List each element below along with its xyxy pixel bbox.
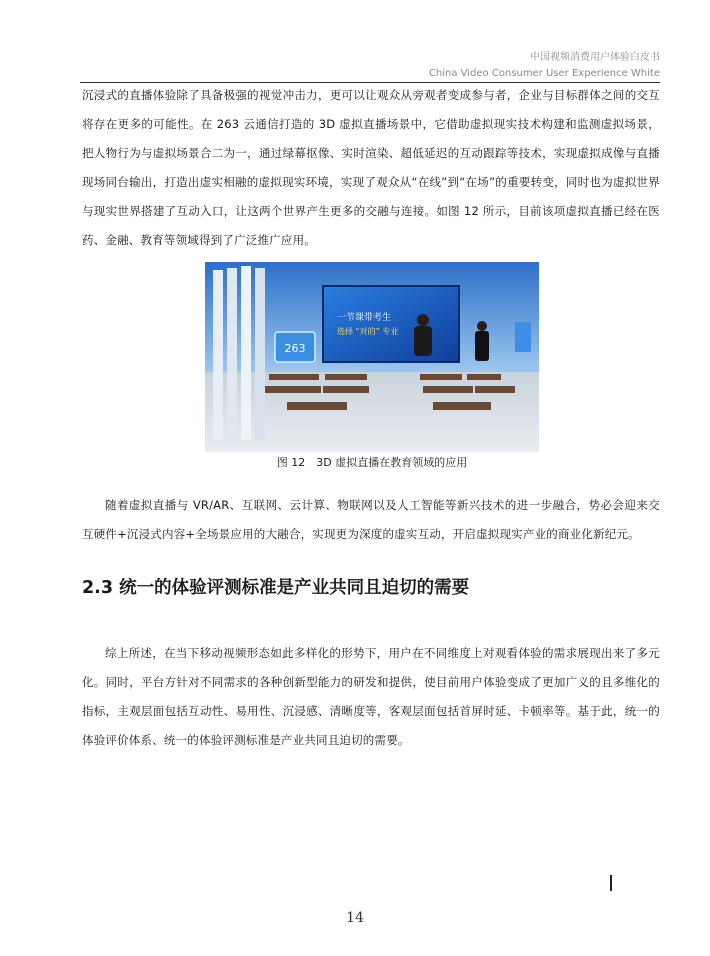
running-header [100, 50, 660, 82]
body-paragraph-3: 综上所述，在当下移动视频形态如此多样化的形势下，用户在不同维度上对观看体验的需求展现出来了多元化。同时，平台方针对不同需求的各种创新型能力的研发和提供，使目前用户体验变成了更加广义的且多维化的指标，主观层面包括互动性、易用性、沉浸感、清晰度等，客观层面包括首屏时延、卡顿率等。基于此，统一的体验评价体系、统一的体验评测标准是产业共同且迫切的需要。 [82, 646, 660, 747]
lecture-screen [323, 286, 459, 362]
page-number: 14 [346, 910, 364, 926]
section-heading: 2.3 统一的体验评测标准是产业共同且迫切的需要 [82, 578, 470, 598]
body-paragraph-1: 沉浸式的直播体验除了具备极强的视觉冲击力，更可以让观众从旁观者变成参与者，企业与目标群体之间的交互将存在更多的可能性。在 263 云通信打造的 3D 虚拟直播场景中，它借助虚拟现实技术构建和监测虚拟场景，把人物行为与虚拟场景合二为一，通过绿幕抠像、实时渲染、超低延迟的互动跟踪等技术，实现虚拟成像与直播现场同台输出，打造出虚实相融的虚拟现实环境，实现了观众从“在线”到“在场”的重要转变，同时也为虚拟世界与现实世界搭建了互动入口，让这两个世界产生更多的交融与连接。如图 12 所示，目前该项虚拟直播已经在医药、金融、教育等领域得到了广泛推广应用。 [82, 88, 660, 247]
body-paragraph-2: 随着虚拟直播与 VR/AR、互联网、云计算、物联网以及人工智能等新兴技术的进一步融合，势必会迎来交互硬件+沉浸式内容+全场景应用的大融合，实现更为深度的虚实互动，开启虚拟现实产业的商业化新纪元。 [82, 498, 660, 541]
right-side-panel [515, 322, 531, 352]
figure-caption: 图 12 3D 虚拟直播在教育领域的应用 [276, 456, 468, 469]
text-cursor-mark [610, 875, 612, 891]
screen-text-line2: 选择 “对的” 专业 [337, 327, 399, 336]
screen-text-line1: 一节课带考生 [337, 313, 392, 323]
side-logo-text: 263 [284, 342, 306, 355]
header-title-cn: 中国视频消费用户体验白皮书 [530, 52, 660, 63]
virtual-classroom-image [205, 262, 539, 452]
header-title-en: China Video Consumer User Experience White [428, 68, 660, 79]
figure-virtual-classroom [205, 262, 539, 452]
